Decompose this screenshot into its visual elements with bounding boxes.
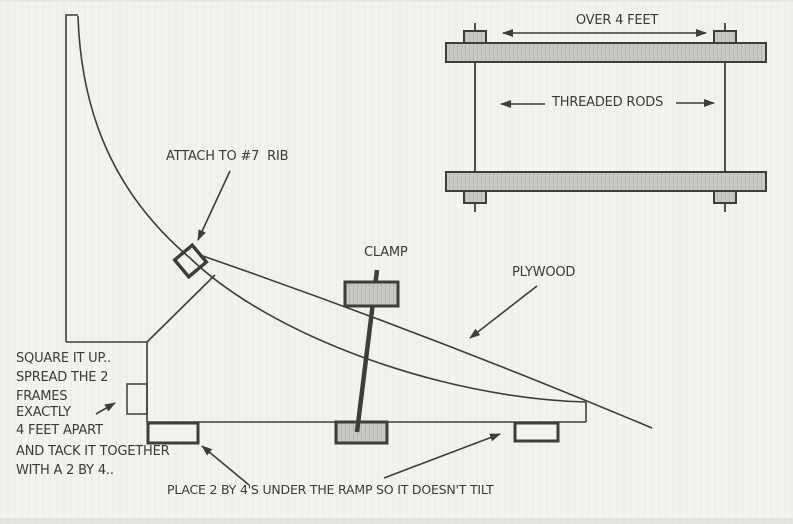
attach-rib-label: ATTACH TO #7 RIB <box>166 149 289 164</box>
clamp-assembly <box>345 270 398 432</box>
rib-attach-block <box>175 245 207 277</box>
inset-bottom-board <box>446 172 766 191</box>
inset-top-board <box>446 43 766 62</box>
place-note-arrow-left <box>202 446 249 485</box>
page-bottom-edge <box>0 518 793 524</box>
nut-top-left <box>464 31 486 43</box>
square-note-line-1: SQUARE IT UP.. <box>16 351 111 366</box>
inset-threaded-rod-frame <box>446 23 766 212</box>
square-note-line-7: WITH A 2 BY 4.. <box>16 463 114 478</box>
threaded-rods-label: THREADED RODS <box>552 95 664 110</box>
nut-bottom-left <box>464 191 486 203</box>
square-note-line-2: SPREAD THE 2 <box>16 370 109 385</box>
over-four-feet-label: OVER 4 FEET <box>575 13 659 28</box>
spacer-2x4-block <box>127 384 147 414</box>
form-diagonal-brace <box>147 275 215 342</box>
nut-bottom-right <box>714 191 736 203</box>
square-note-line-3: FRAMES <box>16 389 68 404</box>
support-blocks <box>148 422 558 443</box>
support-block-middle <box>336 422 387 443</box>
attach-rib-arrow <box>198 171 230 240</box>
square-note-line-4: EXACTLY <box>16 405 71 420</box>
clamp-block <box>345 282 398 306</box>
form-curve <box>78 16 190 258</box>
nut-top-right <box>714 31 736 43</box>
form-post-outline <box>66 15 78 342</box>
plywood-label: PLYWOOD <box>512 265 576 280</box>
plywood-arrow <box>470 286 537 338</box>
clamp-label: CLAMP <box>364 245 408 260</box>
square-note-line-5: 4 FEET APART <box>16 423 103 438</box>
place-note-label: PLACE 2 BY 4'S UNDER THE RAMP SO IT DOESN'T TILT <box>167 482 494 497</box>
support-block-right <box>515 423 558 441</box>
page-top-edge <box>0 0 793 2</box>
support-block-left <box>148 423 198 443</box>
place-note-arrow-right <box>384 434 500 478</box>
square-note-line-6: AND TACK IT TOGETHER <box>16 444 170 459</box>
square-note-arrow <box>96 403 115 414</box>
